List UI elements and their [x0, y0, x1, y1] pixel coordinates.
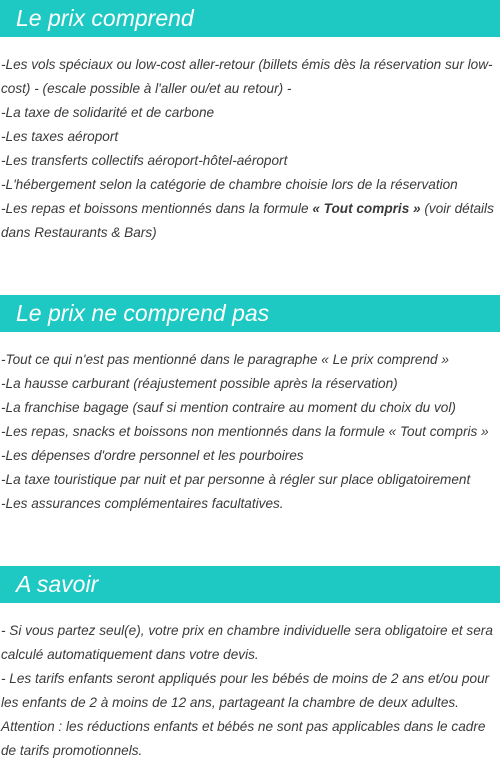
list-item: -Les dépenses d'ordre personnel et les pourboires [1, 448, 304, 463]
meals-suffix: (voir détails dans Restaurants & Bars) [1, 201, 494, 240]
section-good-to-know [0, 566, 500, 763]
list-item: -La taxe de solidarité et de carbone [1, 105, 215, 120]
list-item: -La hausse carburant (réajustement possible après la réservation) [1, 376, 398, 391]
list-item: -L'hébergement selon la catégorie de chambre choisie lors de la réservation [1, 177, 458, 192]
list-item: -Les assurances complémentaires facultatives. [1, 496, 284, 511]
section-title: Le prix comprend [0, 0, 500, 37]
meals-prefix: -Les repas et boissons mentionnés dans la formule [1, 201, 313, 216]
section-body [0, 348, 500, 516]
section-title: A savoir [0, 566, 500, 603]
section-price-includes [0, 0, 500, 245]
list-item: Attention : les réductions enfants et bébés ne sont pas applicables dans le cadre de tarifs promotionnels. [1, 719, 486, 758]
list-item: -Les taxes aéroport [1, 129, 119, 144]
list-item: -La taxe touristique par nuit et par personne à régler sur place obligatoirement [1, 472, 471, 487]
meals-formula: « Tout compris » [312, 201, 421, 216]
list-item: -Tout ce qui n'est pas mentionné dans le paragraphe « Le prix comprend » [1, 352, 449, 367]
list-item: -Les repas, snacks et boissons non mentionnés dans la formule « Tout compris » [1, 424, 489, 439]
section-title: Le prix ne comprend pas [0, 295, 500, 332]
section-body [0, 619, 500, 763]
section-body [0, 53, 500, 245]
list-item: -Les vols spéciaux ou low-cost aller-retour (billets émis dès la réservation sur low-cost) - (escale possible à l'aller ou/et au retour) - [1, 57, 493, 96]
list-item [1, 197, 498, 245]
list-item: -Les transferts collectifs aéroport-hôtel-aéroport [1, 153, 288, 168]
section-price-excludes [0, 295, 500, 516]
list-item: -La franchise bagage (sauf si mention contraire au moment du choix du vol) [1, 400, 456, 415]
list-item: - Si vous partez seul(e), votre prix en chambre individuelle sera obligatoire et sera calculé automatiquement dans votre devis. [1, 623, 493, 662]
list-item: - Les tarifs enfants seront appliqués pour les bébés de moins de 2 ans et/ou pour les enfants de 2 à moins de 12 ans, partageant la chambre de deux adultes. [1, 671, 490, 710]
